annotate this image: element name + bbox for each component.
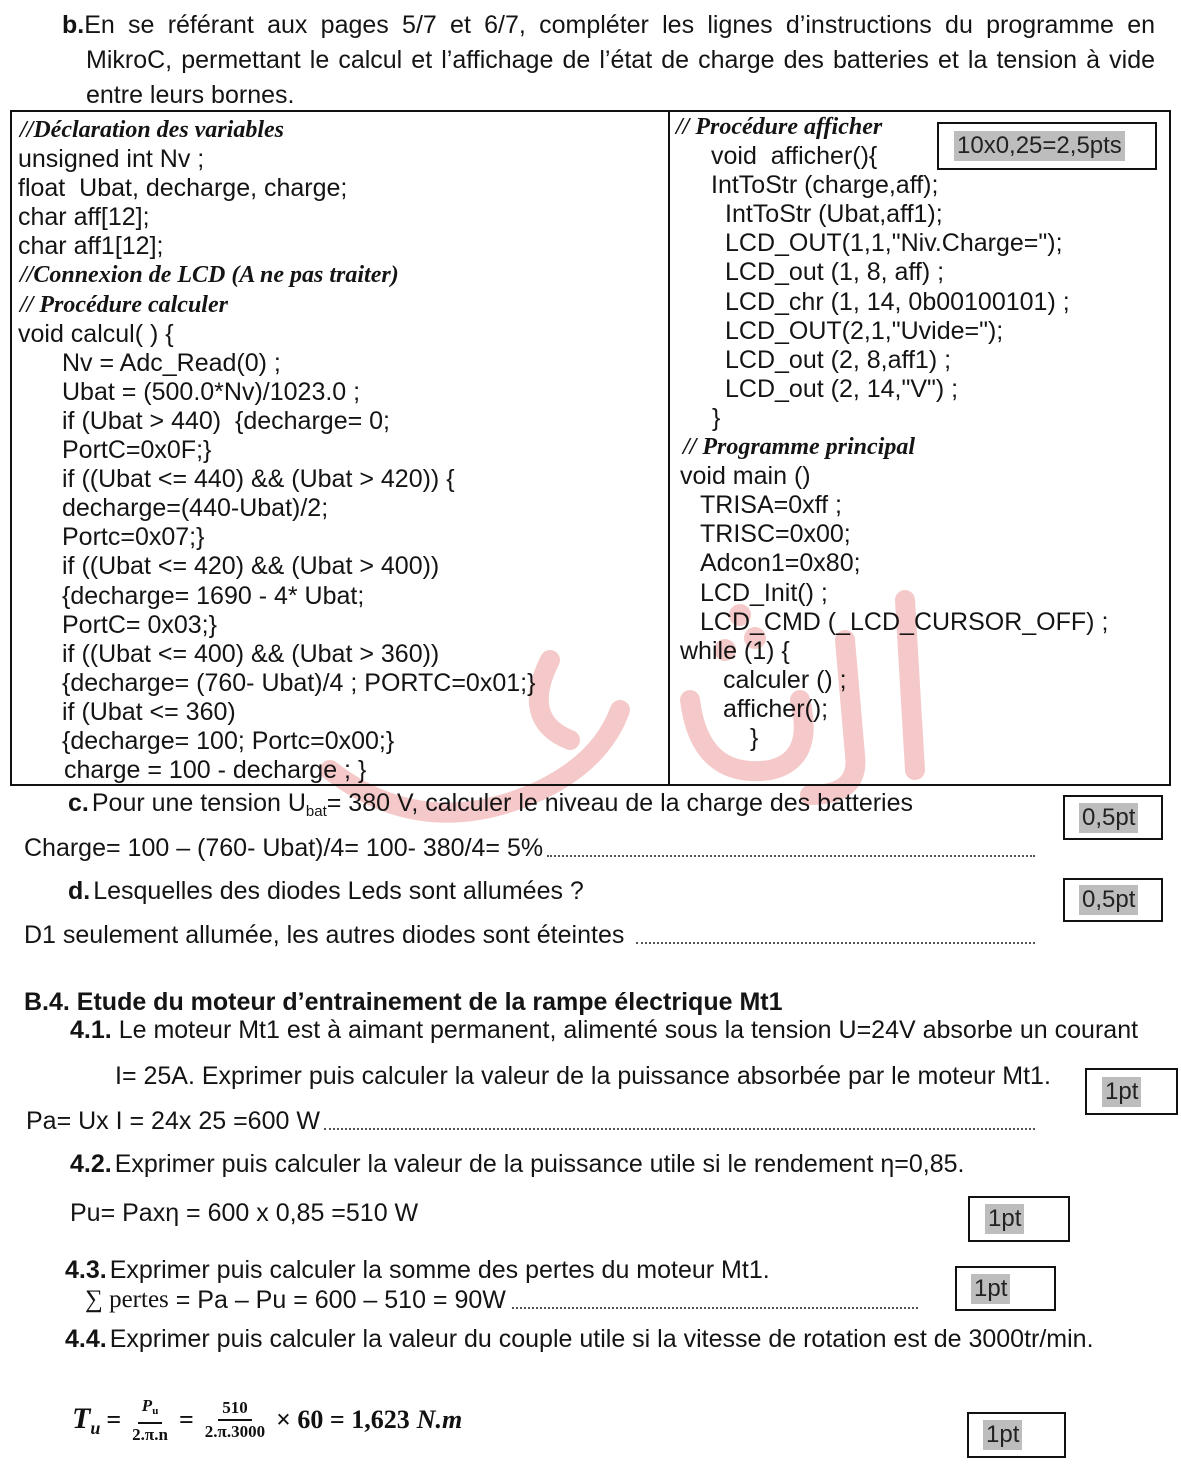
answer-d-row [24,920,1035,950]
code-line: LCD_chr (1, 14, 0b00100101) ; [725,287,1070,316]
question-c-text: Pour une tension U [91,789,306,817]
code-line: float Ubat, decharge, charge; [18,174,348,203]
score-label: 0,5pt [1079,885,1138,915]
fraction-numerator: 510 [218,1398,252,1421]
question-4-1-label: 4.1. [70,1016,112,1044]
question-c-subscript: bat [305,803,327,820]
question-4-2-text: Exprimer puis calculer la valeur de la puissance utile si le rendement η=0,85. [114,1150,965,1178]
score-label: 1pt [971,1274,1010,1304]
answer-4-1: Pa= Ux I = 24x 25 =600 W [26,1107,320,1135]
formula-equals: = [178,1405,194,1434]
dotted-leader [636,942,1035,944]
code-line: void afficher(){ [711,142,878,171]
section-title: B.4. Etude du moteur d’entrainement de la rampe électrique Mt1 [24,988,783,1016]
code-line: Portc=0x07;} [62,523,205,552]
question-b-label: b. [62,11,85,39]
answer-c-row [24,833,1035,863]
fraction-denominator: 2.π.n [132,1424,168,1444]
question-4-3-label: 4.3. [65,1256,107,1284]
code-line: {decharge= (760- Ubat)/4 ; PORTC=0x01;} [62,668,536,697]
code-line: LCD_OUT(2,1,"Uvide="); [725,316,1004,345]
score-label: 1pt [985,1204,1024,1234]
code-line: {decharge= 100; Portc=0x00;} [62,726,395,755]
question-4-4-text: Exprimer puis calculer la valeur du couple utile si la vitesse de rotation est de 3000tr/min. [109,1325,1094,1353]
code-line: LCD_out (2, 8,aff1) ; [725,345,952,374]
code-line: LCD_Init() ; [700,578,828,607]
numerator-subscript: u [152,1404,159,1417]
question-4-1-text-2: I= 25A. Exprimer puis calculer la valeur de la puissance absorbée par le moteur Mt1. [115,1062,1051,1090]
code-comment: // Procédure calculer [20,291,228,318]
question-4-3 [65,1255,770,1285]
code-right-column [670,113,1170,753]
code-line: } [750,723,759,752]
code-line: Nv = Adc_Read(0) ; [62,348,281,377]
code-line: afficher(); [723,694,829,723]
formula-result: × 60 = 1,623 [276,1405,410,1434]
code-line: PortC=0x0F;} [62,436,212,465]
question-d [68,876,584,906]
code-line: void calcul( ) { [18,319,174,348]
code-line: while (1) { [680,636,790,665]
code-line: LCD_CMD (_LCD_CURSOR_OFF) ; [700,607,1109,636]
code-line: if (Ubat > 440) {decharge= 0; [62,406,390,435]
intro-line-1 [62,10,1155,40]
fraction-denominator: 2.π.3000 [204,1422,266,1441]
answer-4-3: = Pa – Pu = 600 – 510 = 90W [175,1286,506,1314]
question-d-text: Lesquelles des diodes Leds sont allumées ? [93,877,584,905]
answer-d: D1 seulement allumée, les autres diodes sont éteintes [24,921,625,949]
answer-4-1-row [26,1106,1035,1136]
code-line: TRISA=0xff ; [700,491,842,520]
score-box-d [1063,878,1163,922]
code-line: if ((Ubat <= 400) && (Ubat > 360)) [62,639,440,668]
score-label: 1pt [1102,1077,1141,1107]
question-4-1-text: Le moteur Mt1 est à aimant permanent, alimenté sous la tension U=24V absorbe un courant [118,1016,1139,1044]
formula-symbol: T [72,1401,91,1435]
code-line: LCD_out (2, 14,"V") ; [725,374,959,403]
score-box-4-2 [968,1196,1070,1242]
code-line: charge = 100 - decharge ; } [64,756,367,785]
formula-fraction-2 [203,1398,267,1442]
score-label: 0,5pt [1079,803,1138,833]
intro-line-3: entre leurs bornes. [86,81,295,109]
question-4-4-label: 4.4. [65,1325,107,1353]
dotted-leader [324,1128,1035,1130]
score-box-code [937,122,1157,170]
code-line: calculer () ; [723,665,847,694]
question-4-2 [70,1149,964,1179]
code-line: IntToStr (Ubat,aff1); [725,200,943,229]
sum-losses-label: ∑ pertes [85,1286,169,1313]
code-left-column [10,116,666,785]
score-label: 10x0,25=2,5pts [954,131,1125,161]
formula-fraction-1 [130,1396,170,1445]
question-4-2-label: 4.2. [70,1150,112,1178]
intro-text-1: En se référant aux pages 5/7 et 6/7, compléter les lignes d’instructions du programme en [84,11,1155,39]
code-line: char aff[12]; [18,203,150,232]
intro-line-2: MikroC, permettant le calcul et l’affichage de l’état de charge des batteries et la tension à vide [86,46,1155,74]
code-line: LCD_OUT(1,1,"Niv.Charge="); [725,229,1063,258]
code-comment: //Connexion de LCD (A ne pas traiter) [20,262,399,289]
code-line: Adcon1=0x80; [700,549,861,578]
numerator-symbol: P [141,1395,153,1415]
dotted-leader [512,1307,918,1309]
code-line: decharge=(440-Ubat)/2; [62,494,329,523]
answer-c: Charge= 100 – (760- Ubat)/4= 100- 380/4= 5% [24,834,544,862]
code-line: TRISC=0x00; [700,520,851,549]
code-line: char aff1[12]; [18,232,164,261]
code-comment: //Déclaration des variables [20,117,284,143]
score-box-4-1 [1085,1068,1178,1115]
question-4-4 [65,1324,1094,1354]
answer-4-2: Pu= Paxη = 600 x 0,85 =510 W [70,1199,419,1227]
code-line: {decharge= 1690 - 4* Ubat; [62,581,365,610]
code-line: void main () [680,462,811,491]
code-line: if (Ubat <= 360) [62,697,236,726]
question-c [68,788,913,818]
torque-formula [72,1392,462,1448]
formula-lhs [72,1402,100,1439]
code-line: } [712,403,721,432]
question-c-text-end: = 380 V, calculer le niveau de la charge des batteries [326,789,914,817]
score-label: 1pt [983,1420,1022,1450]
formula-subscript: u [90,1417,101,1438]
code-line: IntToStr (charge,aff); [711,171,939,200]
code-comment: // Procédure afficher [676,114,883,140]
answer-4-3-row [85,1285,918,1315]
code-line: if ((Ubat <= 440) && (Ubat > 420)) { [62,465,455,494]
code-comment: // Programme principal [683,434,916,461]
question-4-3-text: Exprimer puis calculer la somme des pertes du moteur Mt1. [109,1256,770,1284]
code-line: if ((Ubat <= 420) && (Ubat > 400)) [62,552,440,581]
dotted-leader [547,855,1035,857]
code-line: Ubat = (500.0*Nv)/1023.0 ; [62,377,361,406]
score-box-c [1063,795,1163,840]
code-line: unsigned int Nv ; [18,145,205,174]
question-4-1 [70,1015,1138,1045]
score-box-4-4 [967,1412,1066,1458]
formula-unit: N.m [416,1405,463,1434]
question-c-label: c. [68,789,89,817]
code-line: LCD_out (1, 8, aff) ; [725,258,945,287]
code-line: PortC= 0x03;} [62,610,217,639]
question-d-label: d. [68,877,91,905]
formula-equals: = [106,1405,122,1434]
fraction-numerator [138,1396,163,1424]
score-box-4-3 [955,1266,1056,1311]
